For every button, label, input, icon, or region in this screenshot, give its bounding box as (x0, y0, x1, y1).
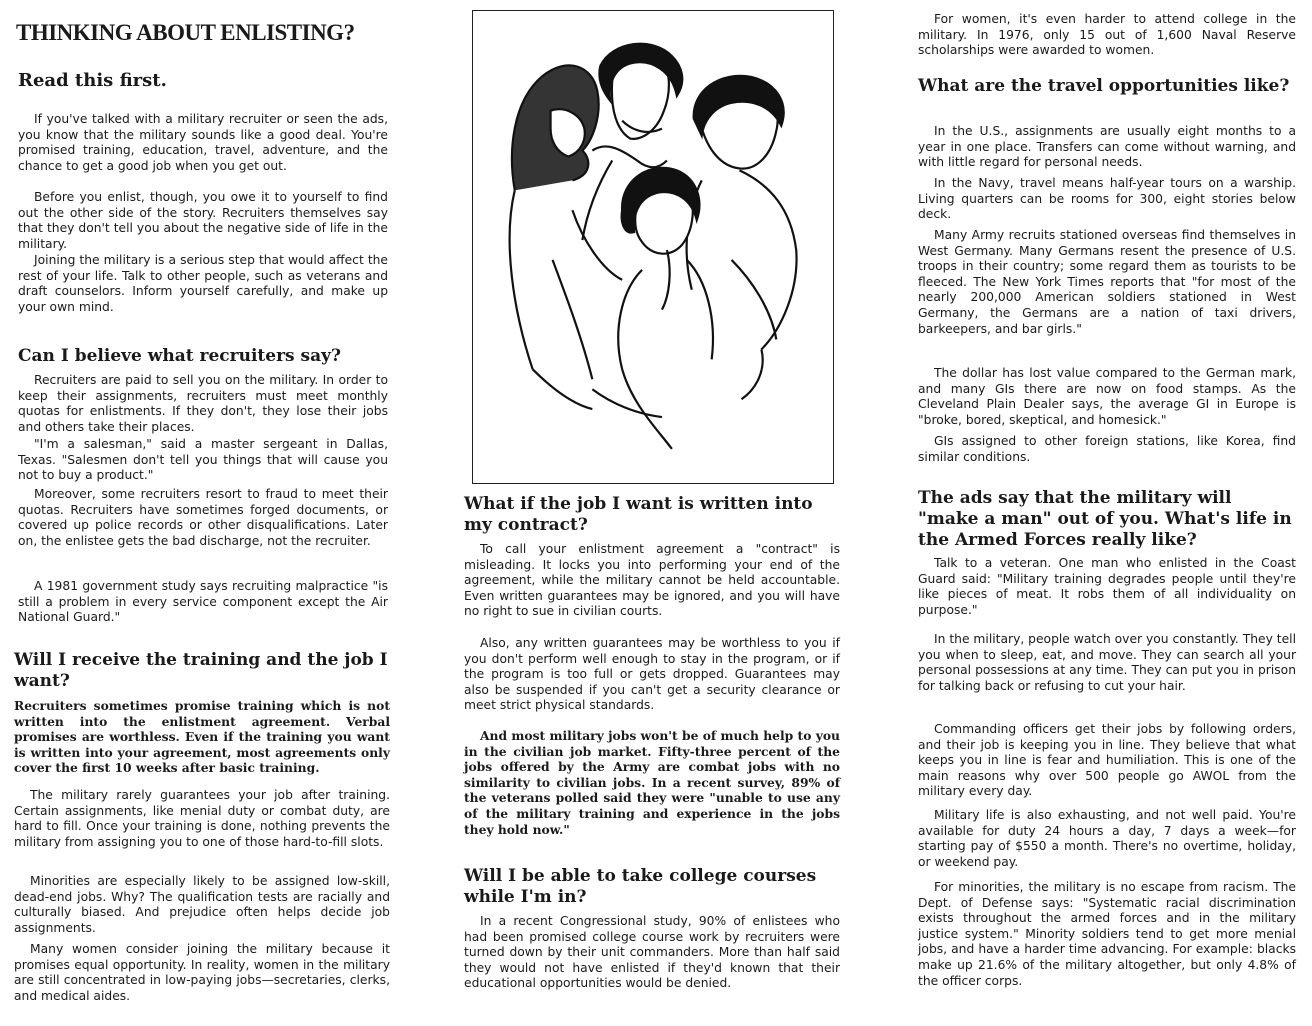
college-paragraph-1: In a recent Congressional study, 90% of enlistees who had been promised college course work by recruiters were turned down by their unit commanders. More than half said they would not have enlisted if they'd known that their educational opportunities would be denied. (464, 914, 840, 991)
intro-paragraph-3: Joining the military is a serious step that would affect the rest of your life. Talk to other people, such as veterans and draft counselors. Inform yourself carefully, and make up your own mind. (18, 253, 388, 314)
recruiters-paragraph-4: A 1981 government study says recruiting malpractice "is still a problem in every service component except the Air National Guard." (18, 579, 388, 625)
heading-travel: What are the travel opportunities like? (918, 76, 1290, 96)
illustration-frame (472, 10, 834, 484)
training-bold-paragraph: Recruiters sometimes promise training which is not written into the enlistment agreement. Verbal promises are worthless. Even if the training you want is written into your agreement, most agreements only cover the first 10 weeks after basic training. (14, 698, 390, 776)
travel-paragraph-1: In the U.S., assignments are usually eight months to a year in one place. Transfers can come without warning, and with little regard for personal needs. (918, 124, 1296, 170)
heading-contract: What if the job I want is written into my contract? (464, 494, 813, 535)
recruiters-paragraph-2: "I'm a salesman," said a master sergeant in Dallas, Texas. "Salesmen don't tell you things that will cause you not to buy a product." (18, 437, 388, 483)
group-of-distressed-people-drawing-icon (473, 11, 833, 483)
heading-recruiters: Can I believe what recruiters say? (18, 346, 341, 366)
intro-paragraph-2: Before you enlist, though, you owe it to yourself to find out the other side of the story. Recruiters themselves say that they don't tell you about the negative side of life in the military. (18, 190, 388, 251)
contract-bold-paragraph: And most military jobs won't be of much help to you in the civilian job market. Fifty-three percent of the jobs offered by the Army are combat jobs with no similarity to civilian jobs. In a recent survey, 89% of the veterans polled said they were "unable to use any of the military training and experience in the jobs they hold now." (464, 728, 840, 837)
contract-paragraph-1: To call your enlistment agreement a "contract" is misleading. It locks you into performing your end of the agreement, while the military cannot be held accountable. Even written guarantees may be ignored, and you will have no right to sue in civilian courts. (464, 542, 840, 619)
life-paragraph-4: Military life is also exhausting, and not well paid. You're available for duty 24 hours a day, 7 days a week—for starting pay of $550 a month. There's no overtime, holiday, or weekend pay. (918, 808, 1296, 869)
travel-paragraph-2: In the Navy, travel means half-year tours on a warship. Living quarters can be rooms for 300, eight stories below deck. (918, 176, 1296, 222)
training-paragraph-3: Minorities are especially likely to be assigned low-skill, dead-end jobs. Why? The qualification tests are racially and culturally biased. And prejudice often helps decide job assignments. (14, 874, 390, 935)
contract-paragraph-2: Also, any written guarantees may be worthless to you if you don't perform well enough to stay in the program, or if the program is too full or gets dropped. Guarantees may also be suspended if you can't get a security clearance or meet strict physical standards. (464, 636, 840, 713)
travel-paragraph-3: Many Army recruits stationed overseas find themselves in West Germany. Many Germans resent the presence of U.S. troops in their country; some regard them as tourists to be fleeced. The New York Times reports that "for most of the nearly 200,000 American soldiers stationed in West Germany, the Germans are a nation of taxi drivers, barkeepers, and bar girls." (918, 228, 1296, 336)
training-paragraph-4: Many women consider joining the military because it promises equal opportunity. In reality, women in the military are still concentrated in low-paying jobs—secretaries, clerks, and medical aides. (14, 942, 390, 1003)
heading-college: Will I be able to take college courses while I'm in? (464, 866, 817, 907)
life-paragraph-5: For minorities, the military is no escape from racism. The Dept. of Defense says: "Systematic racial discrimination exists throughout the armed forces and in the military justice system." Minority soldiers tend to get more menial jobs, and have a harder time advancing. For example: blacks make up 21.6% of the military altogether, but only 4.8% of the officer corps. (918, 880, 1296, 988)
life-paragraph-2: In the military, people watch over you constantly. They tell you when to sleep, eat, and move. They can search all your personal possessions at any time. They can put you in prison for talking back or refusing to cut your hair. (918, 632, 1296, 693)
heading-make-a-man: The ads say that the military will "make a man" out of you. What's life in the Armed Forces really like? (918, 488, 1292, 550)
training-paragraph-2: The military rarely guarantees your job after training. Certain assignments, like menial duty or combat duty, are hard to fill. Once your training is done, nothing prevents the military from assigning you to one of those hard-to-fill slots. (14, 788, 390, 849)
page-subtitle: Read this first. (18, 70, 167, 91)
life-paragraph-1: Talk to a veteran. One man who enlisted in the Coast Guard said: "Military training degrades people until they're like pieces of meat. It robs them of all individuality on purpose." (918, 556, 1296, 617)
travel-paragraph-5: GIs assigned to other foreign stations, like Korea, find similar conditions. (918, 434, 1296, 464)
travel-paragraph-4: The dollar has lost value compared to the German mark, and many GIs there are now on food stamps. As the Cleveland Plain Dealer says, the average GI in Europe is "broke, bored, skeptical, and homesick." (918, 366, 1296, 427)
life-paragraph-3: Commanding officers get their jobs by following orders, and their job is keeping you in line. They believe that what keeps you in line is fear and humiliation. This is one of the main reasons why over 500 people go AWOL from the military every day. (918, 722, 1296, 799)
recruiters-paragraph-1: Recruiters are paid to sell you on the military. In order to keep their assignments, recruiters must meet monthly quotas for enlistments. If they don't, they lose their jobs and others take their places. (18, 373, 388, 434)
heading-training: Will I receive the training and the job I want? (14, 650, 388, 691)
college-continued-paragraph: For women, it's even harder to attend college in the military. In 1976, only 15 out of 1,600 Naval Reserve scholarships were awarded to women. (918, 12, 1296, 58)
page-title: THINKING ABOUT ENLISTING? (16, 20, 355, 45)
recruiters-paragraph-3: Moreover, some recruiters resort to fraud to meet their quotas. Recruiters have sometimes forged documents, or covered up police records or other disqualifications. Later on, the enlistee gets the bad discharge, not the recruiter. (18, 487, 388, 548)
intro-paragraph-1: If you've talked with a military recruiter or seen the ads, you know that the military sounds like a good deal. You're promised training, education, travel, adventure, and the chance to get a good job when you get out. (18, 112, 388, 173)
